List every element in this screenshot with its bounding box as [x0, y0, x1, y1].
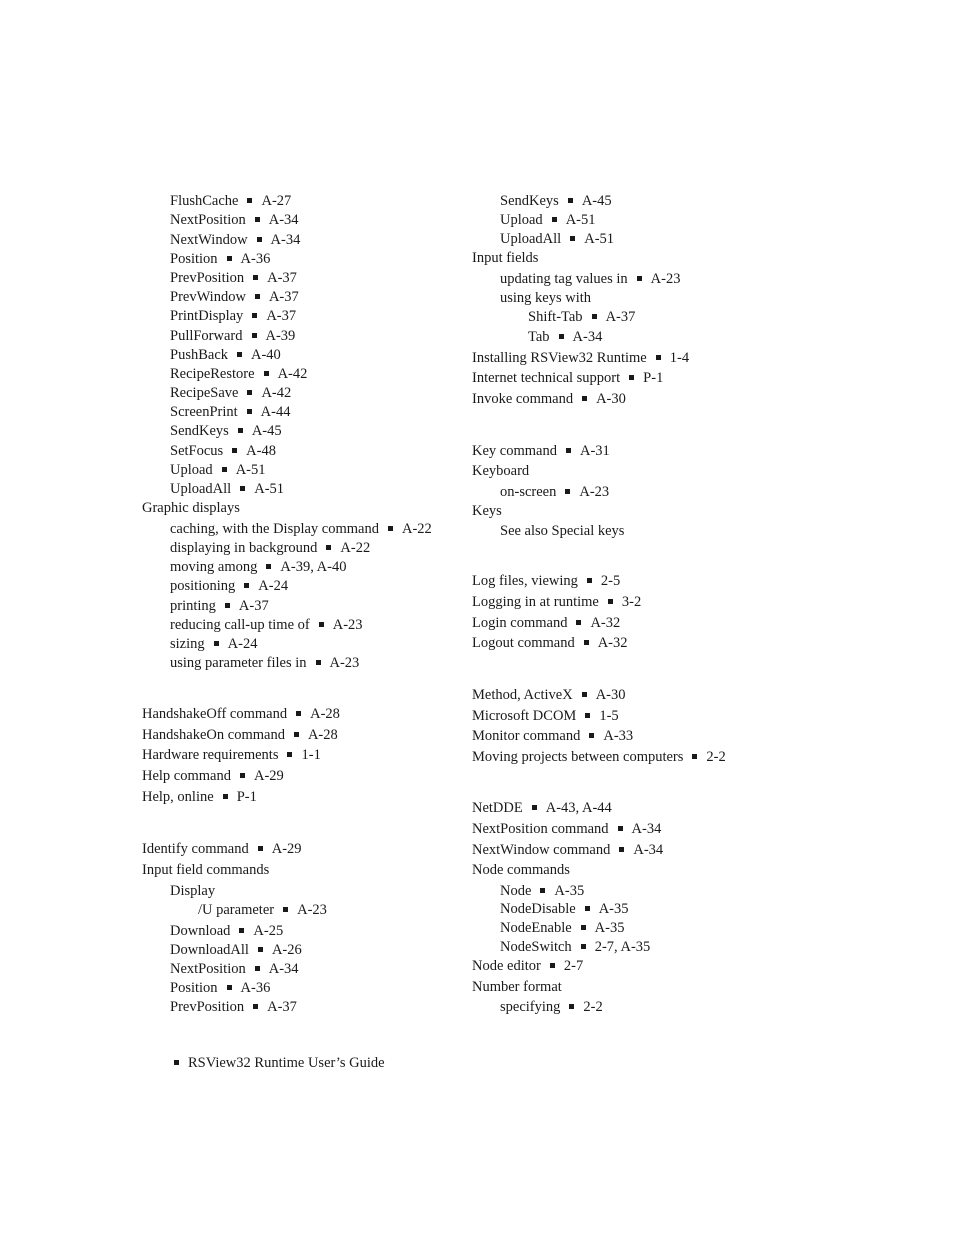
page-reference: A-34 [633, 842, 664, 858]
page-reference: A-34 [572, 329, 603, 345]
page-reference: A-35 [594, 920, 625, 936]
square-bullet-icon [581, 944, 586, 949]
index-entry [500, 998, 603, 1016]
index-term: updating tag values in [500, 271, 628, 287]
index-term: PrevPosition [170, 270, 245, 286]
index-entry [500, 882, 584, 900]
page-reference: A-26 [271, 942, 302, 958]
page-reference: A-37 [605, 309, 636, 325]
square-bullet-icon [619, 847, 624, 852]
index-entry [472, 861, 570, 879]
index-term: Position [170, 251, 218, 267]
page-reference: A-30 [596, 391, 626, 407]
index-entry [472, 978, 562, 996]
index-entry [500, 270, 680, 288]
square-bullet-icon [629, 375, 634, 380]
index-term: See also Special keys [500, 523, 625, 539]
page-reference: A-23 [579, 484, 610, 500]
index-term: Moving projects between computers [472, 749, 684, 765]
index-term: FlushCache [170, 193, 239, 209]
index-term: Logout command [472, 635, 575, 651]
page-reference: A-25 [253, 923, 284, 939]
page-reference: A-51 [235, 462, 266, 478]
square-bullet-icon [618, 826, 623, 831]
square-bullet-icon [559, 334, 564, 339]
square-bullet-icon [587, 578, 592, 583]
index-entry [528, 328, 602, 346]
square-bullet-icon [565, 489, 570, 494]
index-term: PrevPosition [170, 999, 245, 1015]
page-reference: A-23 [297, 902, 327, 918]
index-term: NodeEnable [500, 920, 572, 936]
square-bullet-icon [656, 355, 661, 360]
square-bullet-icon [582, 692, 587, 697]
index-term: Input field commands [142, 862, 270, 878]
index-term: Help command [142, 768, 231, 784]
index-entry [472, 349, 689, 367]
index-term: Number format [472, 979, 562, 995]
index-term: using keys with [500, 290, 592, 306]
index-entry [472, 390, 626, 408]
square-bullet-icon [582, 396, 587, 401]
page-reference: A-48 [246, 443, 276, 459]
index-term: Log files, viewing [472, 573, 578, 589]
index-entry [500, 192, 612, 210]
index-term: Internet technical support [472, 370, 621, 386]
index-term: HandshakeOff command [142, 706, 288, 722]
index-term: Display [170, 883, 216, 899]
index-term: Method, ActiveX [472, 687, 573, 703]
index-term: PullForward [170, 328, 243, 344]
index-term: Tab [528, 329, 550, 345]
index-term: sizing [170, 636, 205, 652]
index-term: PrintDisplay [170, 308, 244, 324]
page-reference: A-23 [329, 655, 360, 671]
index-entry [472, 727, 633, 745]
square-bullet-icon [532, 805, 537, 810]
index-entry [500, 230, 614, 248]
index-entry [472, 799, 612, 817]
index-entry [472, 614, 620, 632]
index-entry [472, 820, 661, 838]
index-term: Help, online [142, 789, 214, 805]
index-entry [472, 707, 619, 725]
page-reference: A-34 [268, 212, 299, 228]
index-term: moving among [170, 559, 258, 575]
square-bullet-icon [540, 888, 545, 893]
square-bullet-icon [550, 963, 555, 968]
index-entry [472, 502, 502, 520]
index-entry [472, 634, 628, 652]
index-entry [500, 938, 650, 956]
index-entry [472, 369, 663, 387]
index-term: positioning [170, 578, 236, 594]
square-bullet-icon [570, 236, 575, 241]
index-term: NextPosition [170, 961, 246, 977]
page-reference: 3-2 [621, 594, 642, 610]
page-reference: A-37 [267, 999, 297, 1015]
square-bullet-icon [608, 599, 613, 604]
index-term: reducing call-up time of [170, 617, 310, 633]
square-bullet-icon [637, 276, 642, 281]
page-reference: A-29 [271, 841, 302, 857]
square-bullet-icon [552, 217, 557, 222]
index-term: Key command [472, 443, 557, 459]
index-term: caching, with the Display command [170, 521, 379, 537]
index-term: Installing RSView32 Runtime [472, 350, 647, 366]
index-term: NetDDE [472, 800, 523, 816]
page-reference: 2-2 [706, 749, 726, 765]
page-reference: A-22 [402, 521, 432, 537]
page-reference: A-35 [598, 901, 629, 917]
index-term: ScreenPrint [170, 404, 238, 420]
square-bullet-icon [566, 448, 571, 453]
index-entry [472, 593, 641, 611]
index-term: Microsoft DCOM [472, 708, 577, 724]
index-term: NextPosition [170, 212, 246, 228]
page-reference: A-28 [310, 706, 340, 722]
page-reference: A-24 [227, 636, 258, 652]
page-reference: A-24 [258, 578, 289, 594]
index-term: RecipeRestore [170, 366, 255, 382]
square-bullet-icon [585, 906, 590, 911]
index-entry [528, 308, 635, 326]
page-reference: A-39, A-40 [280, 559, 347, 575]
index-term: Node [500, 883, 532, 899]
page-reference: A-32 [597, 635, 628, 651]
index-entry [500, 211, 596, 229]
index-term: /U parameter [198, 902, 275, 918]
index-term: SetFocus [170, 443, 224, 459]
square-bullet-icon [568, 198, 573, 203]
page-reference: A-32 [590, 615, 621, 631]
index-term: on-screen [500, 484, 557, 500]
page-reference: A-37 [238, 598, 269, 614]
page-reference: A-45 [251, 423, 282, 439]
page-reference: 2-7, A-35 [594, 939, 651, 955]
index-term: Download [170, 923, 231, 939]
page-reference: A-23 [332, 617, 363, 633]
index-term: Position [170, 980, 218, 996]
page-reference: A-36 [240, 251, 271, 267]
index-entry [500, 289, 591, 307]
index-entry [472, 249, 538, 267]
index-entry [500, 522, 624, 540]
page-reference: A-37 [267, 270, 297, 286]
page-reference: A-27 [261, 193, 292, 209]
page-reference: A-43, A-44 [545, 800, 612, 816]
index-term: Node editor [472, 958, 541, 974]
page-reference: A-37 [266, 308, 297, 324]
square-bullet-icon [576, 620, 581, 625]
page-reference: 2-7 [563, 958, 584, 974]
page-footer [174, 1054, 385, 1072]
index-term: UploadAll [170, 481, 232, 497]
page-reference: A-51 [584, 231, 615, 247]
index-term: using parameter files in [170, 655, 307, 671]
page-reference: A-31 [579, 443, 610, 459]
index-term: PushBack [170, 347, 228, 363]
index-term: printing [170, 598, 216, 614]
square-bullet-icon [584, 640, 589, 645]
page-reference: A-36 [240, 980, 271, 996]
index-term: PrevWindow [170, 289, 246, 305]
page-reference: A-22 [340, 540, 371, 556]
index-term: specifying [500, 999, 561, 1015]
page-reference: A-35 [554, 883, 585, 899]
index-term: RecipeSave [170, 385, 239, 401]
index-term: Invoke command [472, 391, 574, 407]
index-term: Keyboard [472, 463, 530, 479]
index-entry [472, 572, 620, 590]
square-bullet-icon [589, 733, 594, 738]
page-reference: A-28 [307, 727, 338, 743]
index-term: Upload [500, 212, 543, 228]
page-reference: A-40 [251, 347, 281, 363]
index-term: Logging in at runtime [472, 594, 599, 610]
index-term: NodeSwitch [500, 939, 572, 955]
page-reference: A-45 [581, 193, 612, 209]
square-bullet-icon [174, 1060, 179, 1065]
index-entry [500, 900, 629, 918]
index-term: NodeDisable [500, 901, 576, 917]
page-reference: A-44 [260, 404, 291, 420]
index-term: Upload [170, 462, 213, 478]
page-reference: A-34 [270, 232, 301, 248]
index-term: UploadAll [500, 231, 562, 247]
square-bullet-icon [692, 754, 697, 759]
index-term: Identify command [142, 841, 249, 857]
index-term: NextWindow command [472, 842, 611, 858]
page-reference: P-1 [643, 370, 664, 386]
index-term: Graphic displays [142, 500, 240, 516]
index-term: Node commands [472, 862, 570, 878]
index-term: Input fields [472, 250, 539, 266]
page-reference: A-34 [268, 961, 299, 977]
index-term: SendKeys [170, 423, 229, 439]
page-reference: 2-5 [600, 573, 621, 589]
square-bullet-icon [592, 314, 597, 319]
page-reference: 1-1 [301, 747, 321, 763]
page-reference: A-42 [261, 385, 292, 401]
index-term: NextWindow [170, 232, 248, 248]
index-term: Keys [472, 503, 502, 519]
page-reference: 2-2 [583, 999, 603, 1015]
index-entry [472, 442, 610, 460]
index-term: Hardware requirements [142, 747, 279, 763]
square-bullet-icon [585, 713, 590, 718]
page-reference: P-1 [236, 789, 257, 805]
page-reference: A-34 [631, 821, 662, 837]
index-entry [500, 483, 609, 501]
index-term: Shift-Tab [528, 309, 583, 325]
page-reference: A-51 [254, 481, 285, 497]
page-reference: A-39 [265, 328, 296, 344]
index-term: Login command [472, 615, 568, 631]
page-reference: A-23 [650, 271, 681, 287]
page-reference: 1-5 [599, 708, 619, 724]
page-reference: A-42 [277, 366, 308, 382]
square-bullet-icon [581, 925, 586, 930]
index-term: HandshakeOn command [142, 727, 285, 743]
index-entry [500, 919, 624, 937]
index-entry [472, 957, 583, 975]
page-reference: A-51 [565, 212, 596, 228]
page-reference: A-33 [603, 728, 634, 744]
index-term: Monitor command [472, 728, 581, 744]
page-reference: A-29 [254, 768, 284, 784]
index-entry [472, 462, 529, 480]
page-reference: A-37 [268, 289, 299, 305]
index-term: NextPosition command [472, 821, 609, 837]
index-term: SendKeys [500, 193, 559, 209]
index-entry [472, 841, 663, 859]
square-bullet-icon [569, 1004, 574, 1009]
index-entry [472, 748, 726, 766]
index-term: displaying in background [170, 540, 318, 556]
page-reference: A-30 [595, 687, 626, 703]
page-reference: 1-4 [669, 350, 690, 366]
index-term: DownloadAll [170, 942, 249, 958]
index-entry [472, 686, 626, 704]
footer-title: RSView32 Runtime User’s Guide [188, 1055, 385, 1071]
